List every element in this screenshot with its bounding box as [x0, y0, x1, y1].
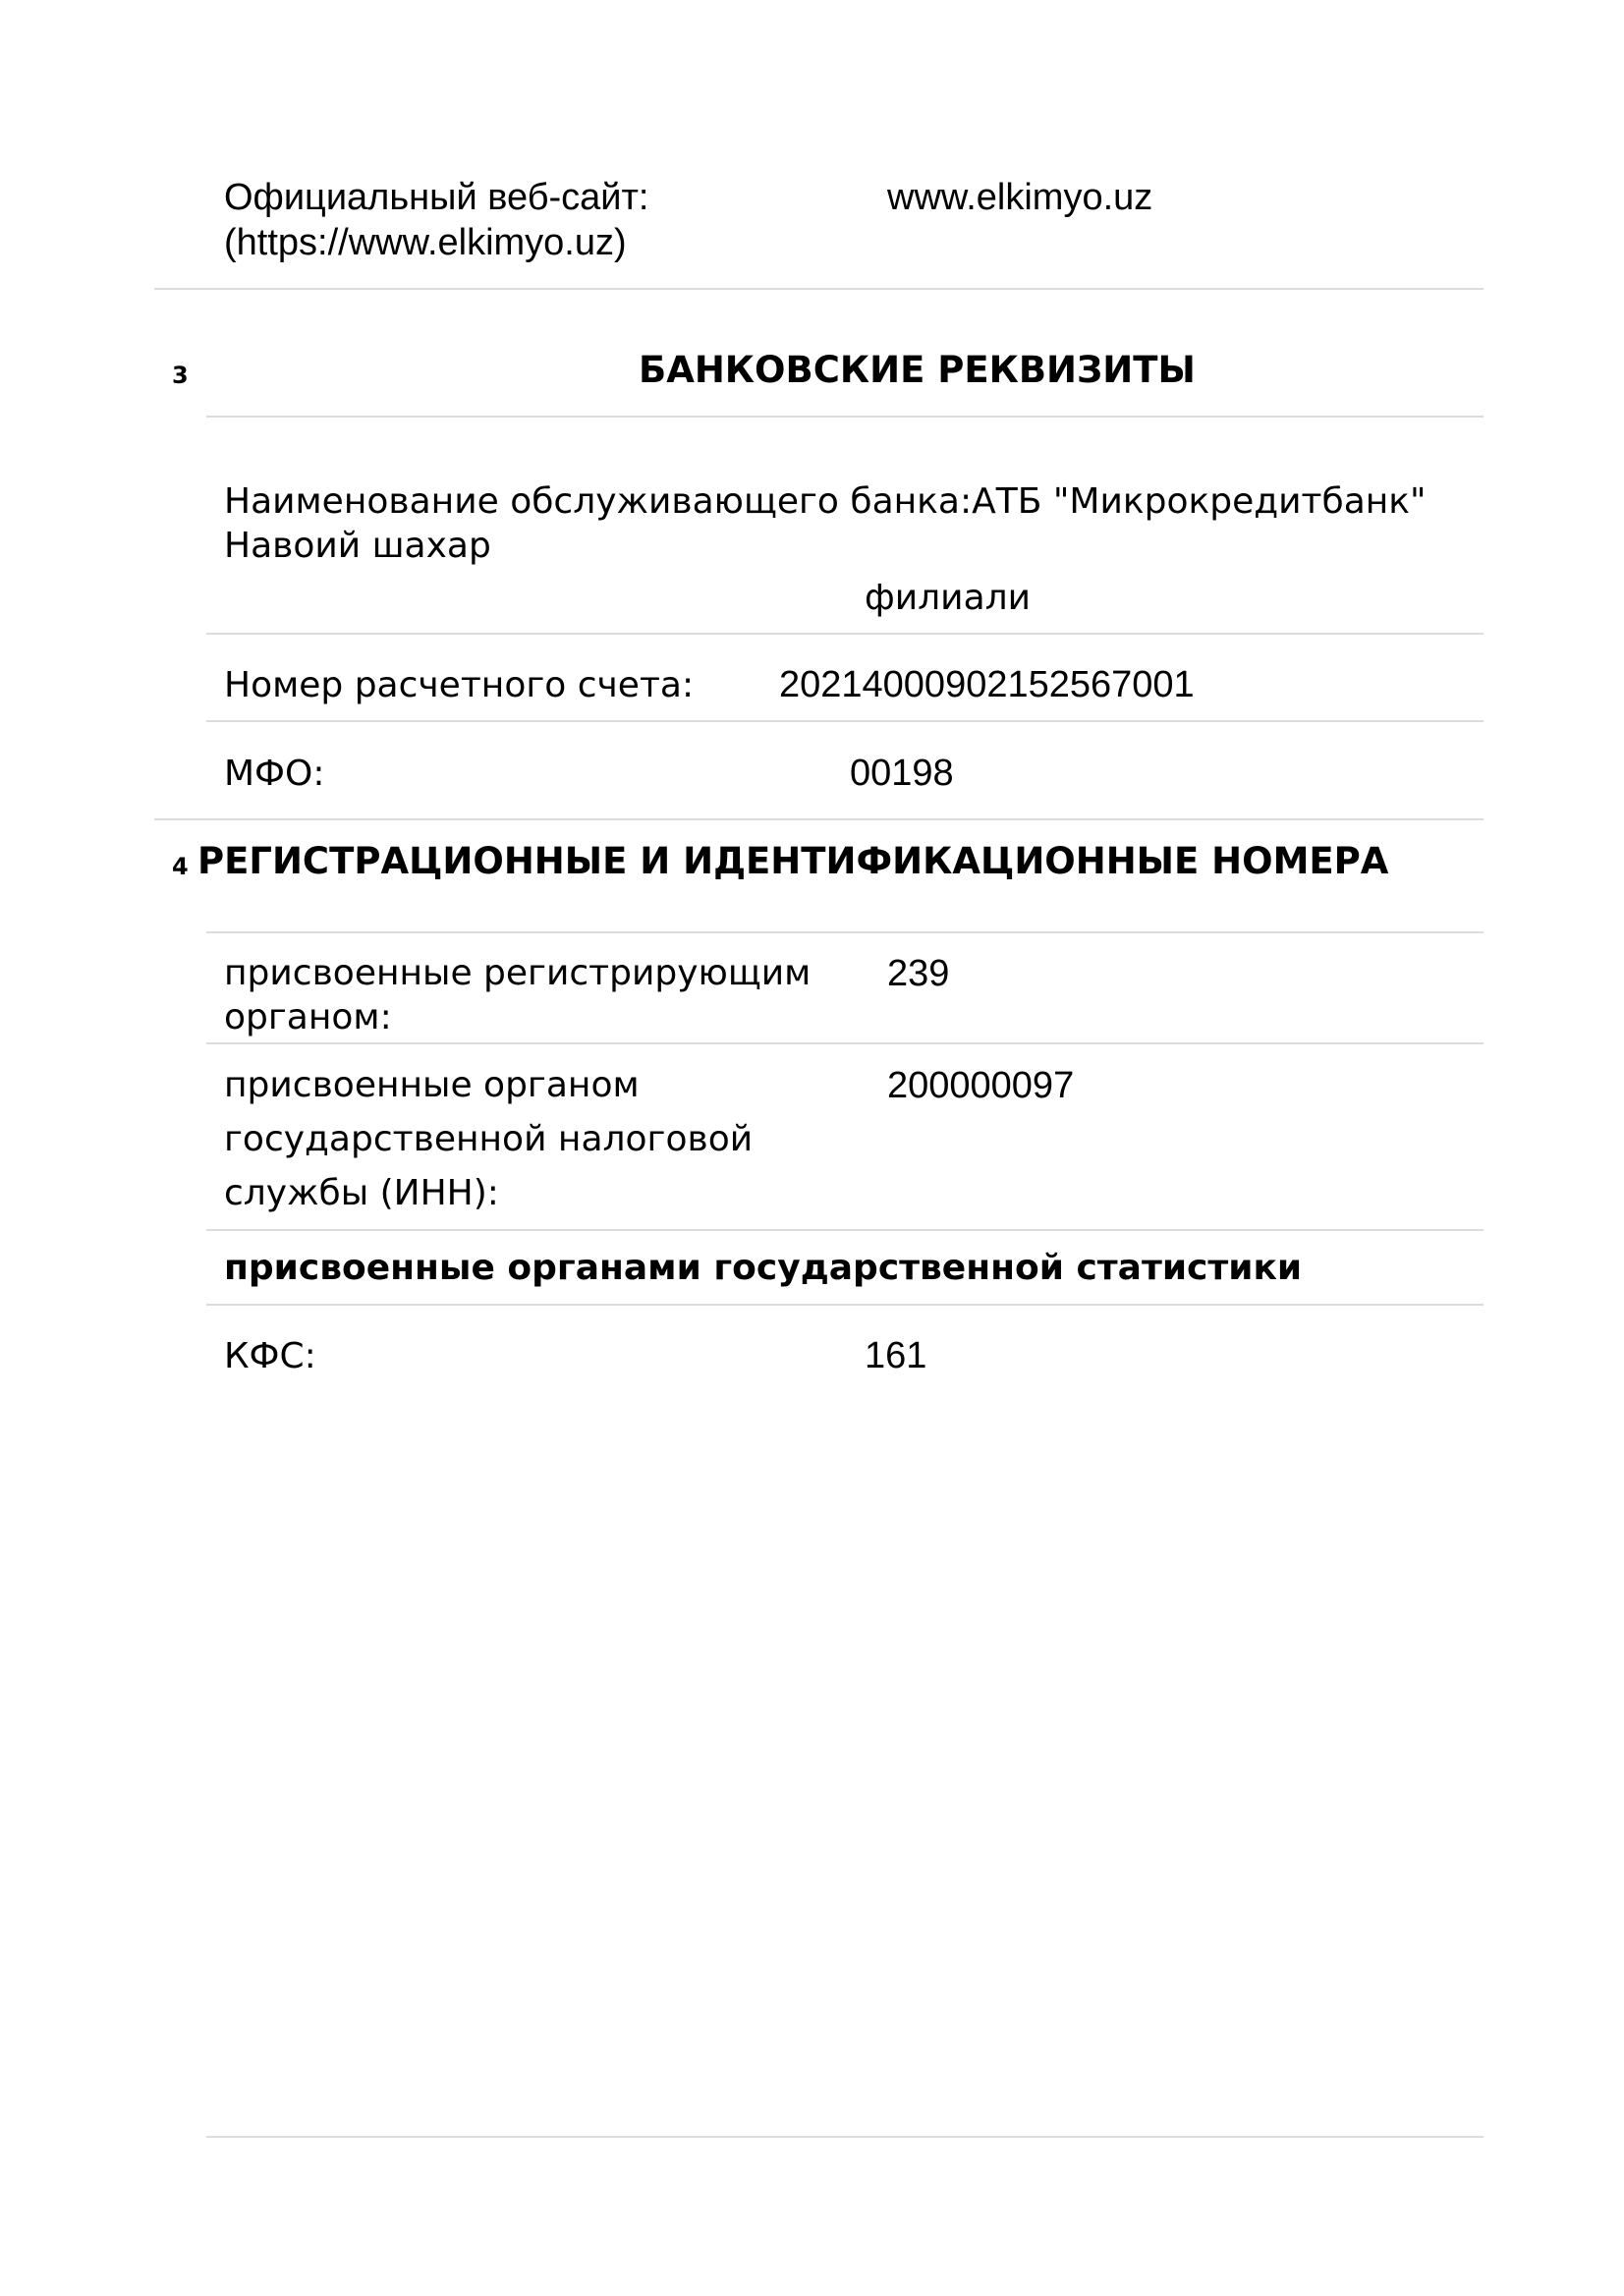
divider: [206, 416, 1484, 418]
stat-heading: присвоенные органами государственной статистики: [224, 1248, 1303, 1288]
website-value[interactable]: www.elkimyo.uz: [887, 177, 1153, 218]
divider: [206, 1229, 1484, 1231]
bank-name-line2: Навоий шахар: [224, 526, 491, 566]
kfs-value: 161: [865, 1335, 927, 1376]
inn-label-line2: государственной налоговой: [224, 1119, 754, 1159]
section-3-title: БАНКОВСКИЕ РЕКВИЗИТЫ: [639, 349, 1196, 391]
divider: [206, 1304, 1484, 1306]
bank-name-line1: Наименование обслуживающего банка:АТБ "Микрокредитбанк": [224, 481, 1427, 522]
reg-label-line2: органом:: [224, 997, 392, 1037]
mfo-value: 00198: [850, 753, 954, 794]
divider: [206, 720, 1484, 722]
website-label-line2: (https://www.elkimyo.uz): [224, 222, 627, 263]
reg-value: 239: [887, 953, 950, 994]
kfs-label: КФС:: [224, 1336, 316, 1376]
inn-value: 200000097: [887, 1065, 1075, 1106]
divider: [206, 1042, 1484, 1044]
website-label-line1: Официальный веб-сайт:: [224, 177, 649, 218]
section-4-number: 4: [172, 853, 189, 880]
divider: [154, 818, 1484, 820]
inn-label-line3: службы (ИНН):: [224, 1173, 499, 1213]
account-value: 20214000902152567001: [779, 664, 1195, 705]
divider: [206, 931, 1484, 933]
divider: [154, 288, 1484, 290]
account-label: Номер расчетного счета:: [224, 665, 695, 705]
section-3-number: 3: [172, 362, 189, 389]
divider: [206, 2136, 1484, 2138]
mfo-label: МФО:: [224, 754, 325, 794]
inn-label-line1: присвоенные органом: [224, 1065, 640, 1105]
divider: [206, 633, 1484, 635]
section-4-title: РЕГИСТРАЦИОННЫЕ И ИДЕНТИФИКАЦИОННЫЕ НОМЕРА: [197, 840, 1389, 882]
reg-label-line1: присвоенные регистрирующим: [224, 953, 812, 993]
bank-name-line3: филиали: [865, 578, 1032, 618]
